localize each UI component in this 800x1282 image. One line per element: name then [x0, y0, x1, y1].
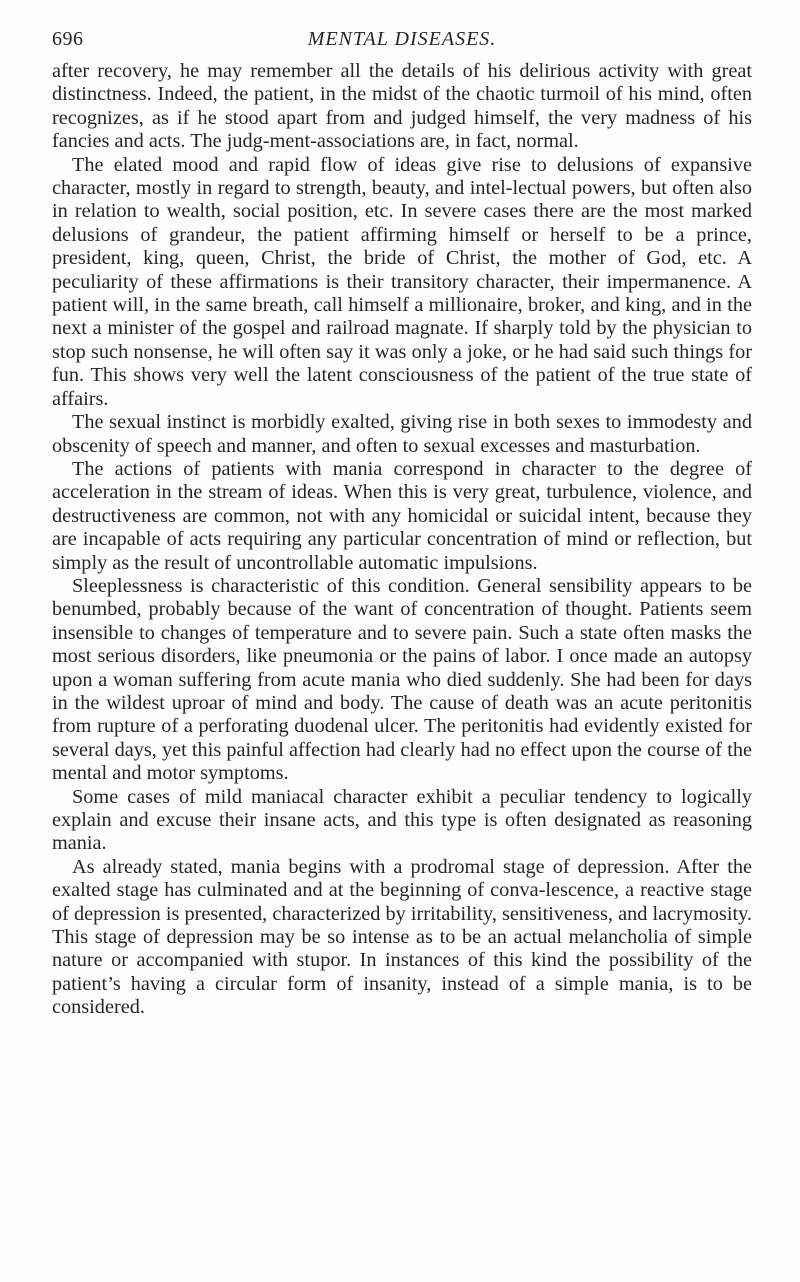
paragraph: after recovery, he may remember all the details of his delirious activity with great distinctness. Indeed, the patient, in the midst of the chaotic turmoil of his mind, often recognizes, as if he stood apart from and judged himself, the very madness of his fancies and acts. The judg-ment-associations are, in fact, normal. [52, 60, 752, 153]
paragraph: The sexual instinct is morbidly exalted, giving rise in both sexes to immodesty and obscenity of speech and manner, and often to sexual excesses and masturbation. [52, 411, 752, 457]
running-head: MENTAL DISEASES. [307, 28, 497, 50]
paragraph: As already stated, mania begins with a prodromal stage of depression. After the exalted stage has culminated and at the beginning of conva-lescence, a reactive stage of depression is presented, characterized by irritability, sensitiveness, and lacrymosity. This stage of depression may be so intense as to be an actual melancholia of simple nature or accompanied with stupor. In instances of this kind the possibility of the patient’s having a circular form of insanity, instead of a simple mania, is to be considered. [52, 855, 752, 1019]
book-page [52, 20, 752, 1020]
paragraph: The actions of patients with mania correspond in character to the degree of acceleration in the stream of ideas. When this is very great, turbulence, violence, and destructiveness are common, not with any homicidal or suicidal intent, because they are incapable of acts requiring any particular concentration of mind or reflection, but simply as the result of uncontrollable automatic impulsions. [52, 457, 752, 574]
page-header [52, 20, 752, 50]
paragraph: Some cases of mild maniacal character exhibit a peculiar tendency to logically explain and excuse their insane acts, and this type is often designated as reasoning mania. [52, 785, 752, 855]
paragraph: The elated mood and rapid flow of ideas give rise to delusions of expansive character, mostly in regard to strength, beauty, and intel-lectual powers, but often also in relation to wealth, social position, etc. In severe cases there are the most marked delusions of grandeur, the patient affirming himself or herself to be a prince, president, king, queen, Christ, the bride of Christ, the mother of God, etc. A peculiarity of these affirmations is their transitory character, their impermanence. A patient will, in the same breath, call himself a millionaire, broker, and king, and in the next a minister of the gospel and railroad magnate. If sharply told by the physician to stop such nonsense, he will often say it was only a joke, or he had said such things for fun. This shows very well the latent consciousness of the patient of the true state of affairs. [52, 153, 752, 410]
page-number: 696 [52, 28, 84, 50]
paragraph: Sleeplessness is characteristic of this condition. General sensibility appears to be benumbed, probably because of the want of concentration of thought. Patients seem insensible to changes of temperature and to severe pain. Such a state often masks the most serious disorders, like pneumonia or the pains of labor. I once made an autopsy upon a woman suffering from acute mania who died suddenly. She had been for days in the wildest uproar of mind and body. The cause of death was an acute peritonitis from rupture of a perforating duodenal ulcer. The peritonitis had evidently existed for several days, yet this painful affection had clearly had no effect upon the course of the mental and motor symptoms. [52, 574, 752, 785]
body-text [52, 60, 752, 1020]
